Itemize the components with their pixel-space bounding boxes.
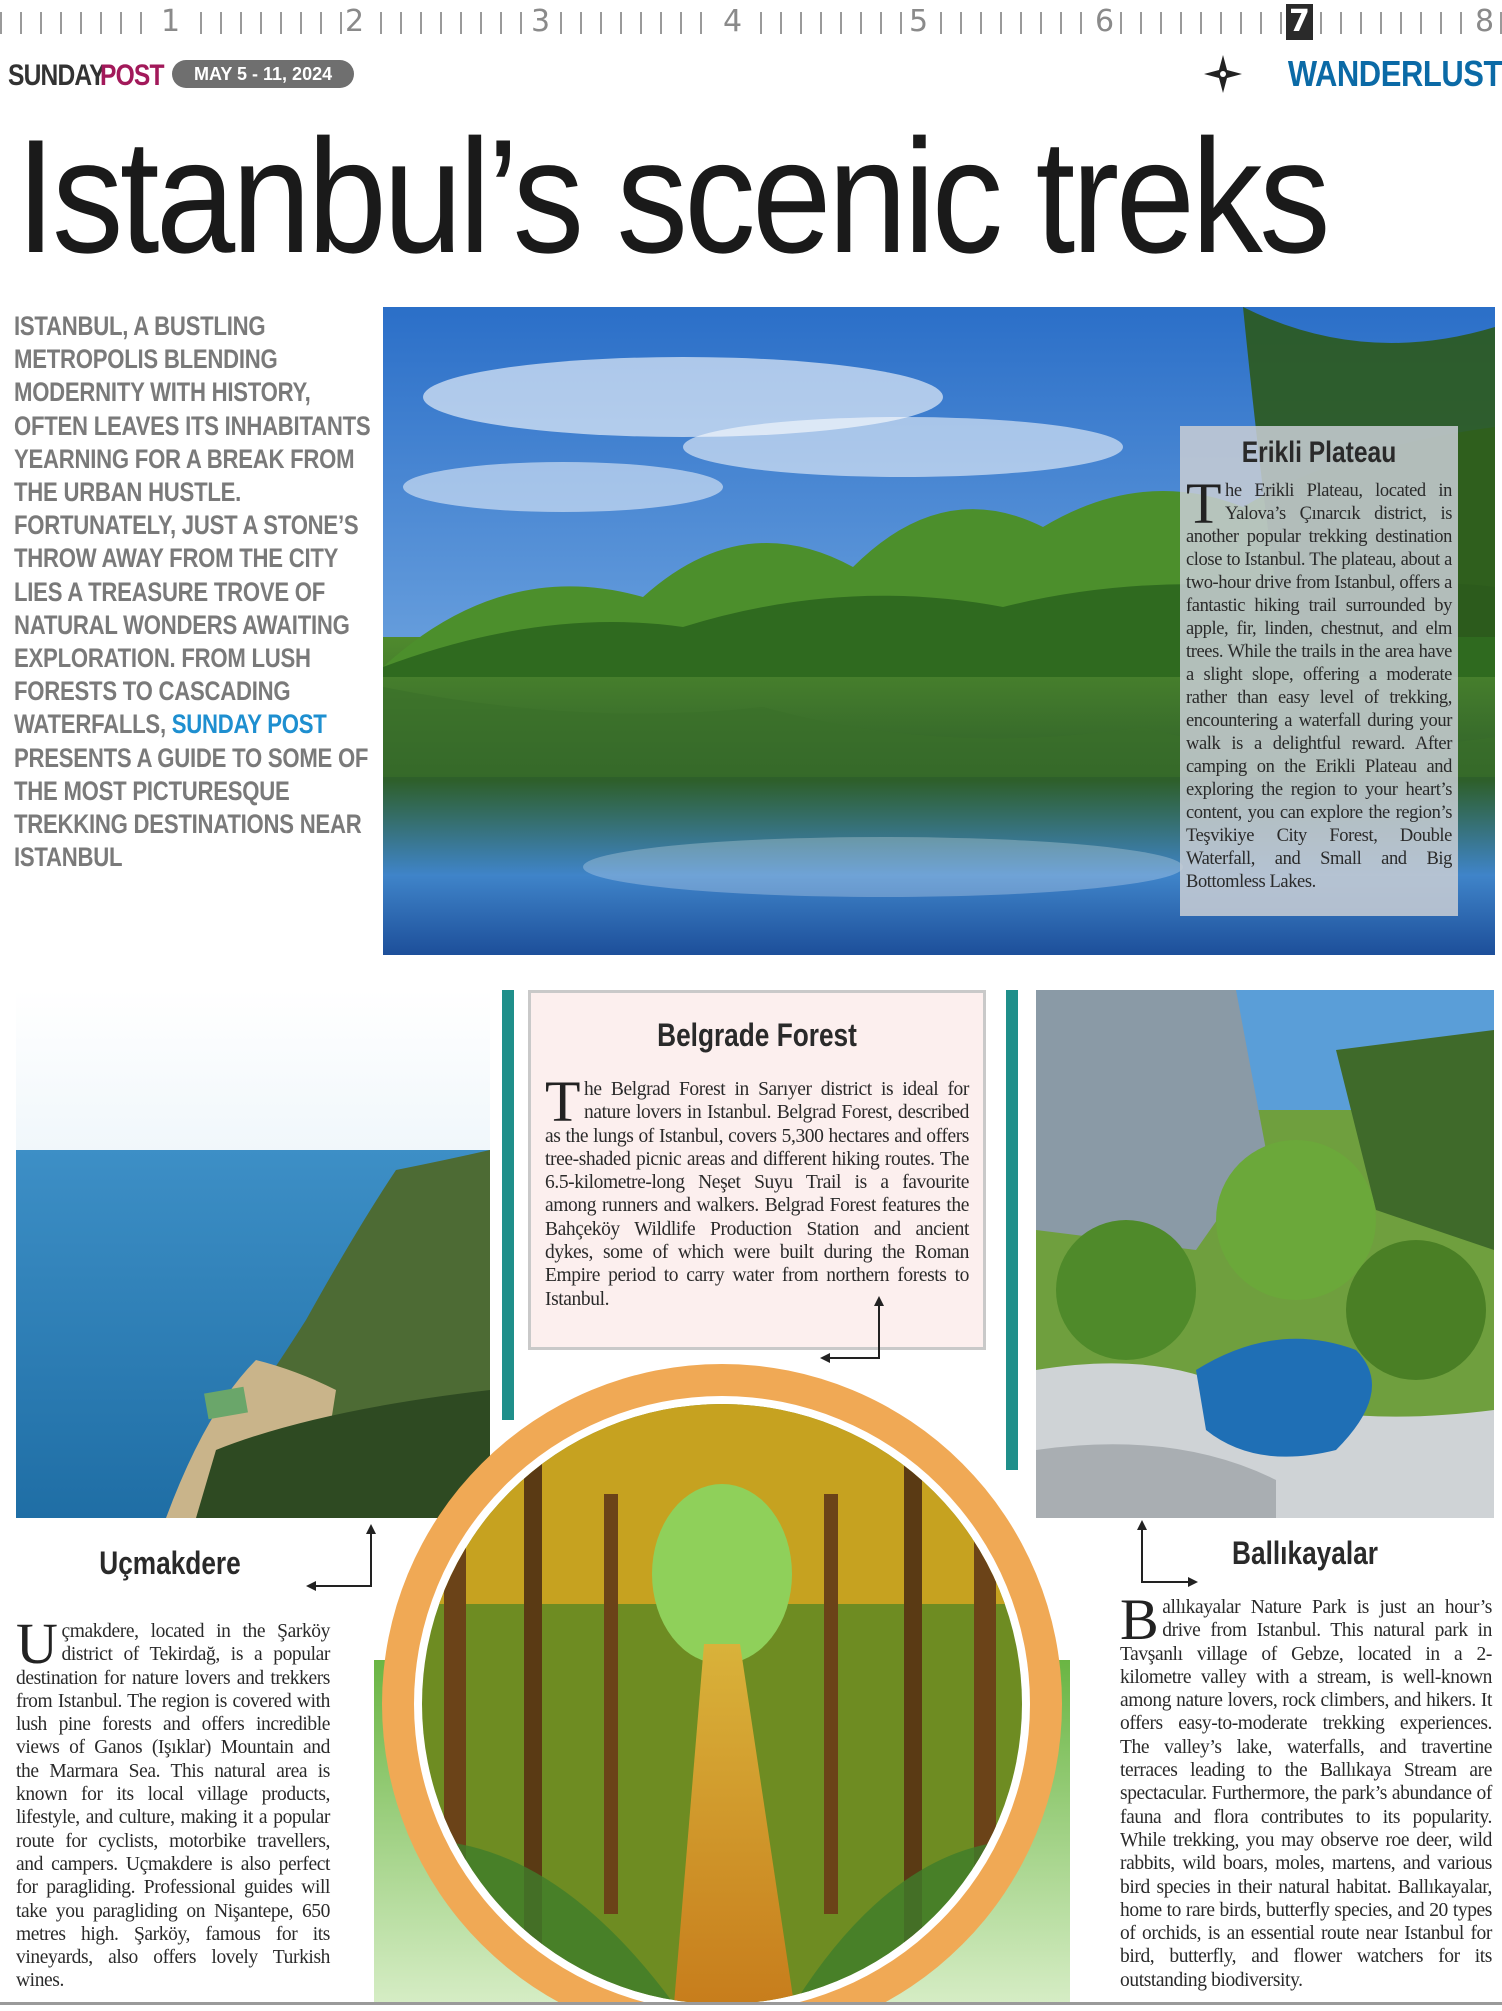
section-label: WANDERLUST [1287,53,1502,94]
ruler-number: 3 [528,4,553,40]
erikli-article [1180,426,1458,916]
issue-date: MAY 5 - 11, 2024 [172,60,354,88]
belgrade-article [528,990,986,1350]
ballikayalar-valley-photo [1036,990,1494,1518]
ruler-number: 2 [342,4,367,40]
ucmakdere-dropcap: U [16,1611,58,1676]
ballikayalar-article [1120,1587,1492,1992]
ucmakdere-article [16,1611,330,1993]
intro-text: ISTANBUL, A BUSTLING METROPOLIS BLENDING MODERNITY WITH HISTORY, OFTEN LEAVES ITS INHABITANTS YEARNING FOR A BREAK FROM THE URBAN HUSTLE. FORTUNATELY, JUST A STONE’S THROW AWAY FROM THE CITY LIES A TREASURE TROVE OF NATURAL WONDERS AWAITING EXPLORATION. FROM LUSH FORESTS TO CASCADING WATERFALLS, [14,311,371,740]
ballikayalar-title: Ballıkayalar [1232,1535,1378,1571]
ucmakdere-body: çmakdere, located in the Şarköy district of Tekirdağ, is a popular destination for nature lovers and trekkers from Istanbul. The region is covered with lush pine forests and offers incredible views of Ganos (Işıklar) Mountain and the Marmara Sea. This natural area is known for its local village products, lifestyle, and culture, making it a popular route for cyclists, motorbike travellers, and campers. Uçmakdere is also perfect for paragliding. Professional guides will take you paragliding on Nişantepe, 650 metres high. Şarköy, famous for its vineyards, also offers lovely Turkish wines. [16,1621,330,1992]
intro-brand: SUNDAY POST [171,709,327,740]
ruler-number: 5 [906,4,931,40]
ballikayalar-body: allıkayalar Nature Park is just an hour’s drive from Istanbul. This natural park in Tavşanlı village of Gebze, located in a 2-kilometre valley with a stream, is well-known among nature lovers, rock climbers, and hikers. It offers easy-to-moderate trekking experiences. The valley’s lake, waterfalls, and travertine terraces leading to the Ballıkaya Stream are spectacular. Furthermore, the park’s abundance of fauna and flora contributes to its popularity. While trekking, you may observe roe deer, wild rabbits, wild boars, moles, martens, and various bird species in their natural habitat. Ballıkayalar, home to rare birds, butterfly species, and 20 types of orchids, is an essential route near Istanbul for bird, butterfly, and flower watchers for its outstanding biodiversity. [1120,1597,1492,1991]
erikli-title: Erikli Plateau [1241,436,1397,469]
section-header [1203,52,1502,96]
brand-sunday: SUNDAY [8,59,105,92]
ruler-number: 8 [1472,4,1497,40]
intro-standfirst [14,310,374,874]
belgrade-dropcap: T [545,1069,581,1134]
masthead [8,56,178,96]
page-ruler [0,0,1502,48]
belgrade-body: he Belgrad Forest in Sarıyer district is ideal for nature lovers in Istanbul. Belgrad Forest, described as the lungs of Istanbul, covers 5,300 hectares and offers tree-shaded picnic areas and different hiking routes. The 6.5-kilometre-long Neşet Suyu Trail is a favourite among runners and walkers. Belgrad Forest features the Bahçeköy Wildlife Production Station and ancient dykes, some of which were built during the Roman Empire period to carry water from northern forests to Istanbul. [545,1079,969,1310]
intro-text-end: PRESENTS A GUIDE TO SOME OF THE MOST PICTURESQUE TREKKING DESTINATIONS NEAR ISTANBUL [14,742,369,873]
ballikayalar-dropcap: B [1120,1587,1159,1652]
arrow-icon [1136,1520,1198,1590]
ruler-number: 1 [158,4,183,40]
ucmakdere-title: Uçmakdere [99,1545,241,1581]
ruler-number: 6 [1092,4,1117,40]
arrow-icon [306,1524,376,1594]
erikli-body: he Erikli Plateau, located in Yalova’s Çınarcık district, is another popular trekking destination close to Istanbul. The plateau, about a two-hour drive from Istanbul, offers a fantastic hiking trail surrounded by apple, fir, linden, chestnut, and elm trees. While the trails in the area have a slight slope, offering a moderate rather than easy level of trekking, encountering a waterfall during your walk is a delightful reward. After camping on the Erikli Plateau and exploring the region to your heart’s content, you can explore the region’s Teşvikiye City Forest, Double Waterfall, and Small and Big Bottomless Lakes. [1186,481,1452,892]
belgrade-title: Belgrade Forest [657,1017,857,1053]
brand-post: POST [99,59,164,92]
compass-icon [1203,54,1243,94]
page-headline: Istanbul’s scenic treks [16,106,1327,287]
erikli-dropcap: T [1186,471,1222,536]
forest-path-photo [374,1344,1070,2004]
arrow-icon [820,1296,890,1368]
ruler-number: 4 [720,4,745,40]
ruler-number-active: 7 [1286,4,1313,40]
page-bottom-rule [0,2002,1502,2005]
